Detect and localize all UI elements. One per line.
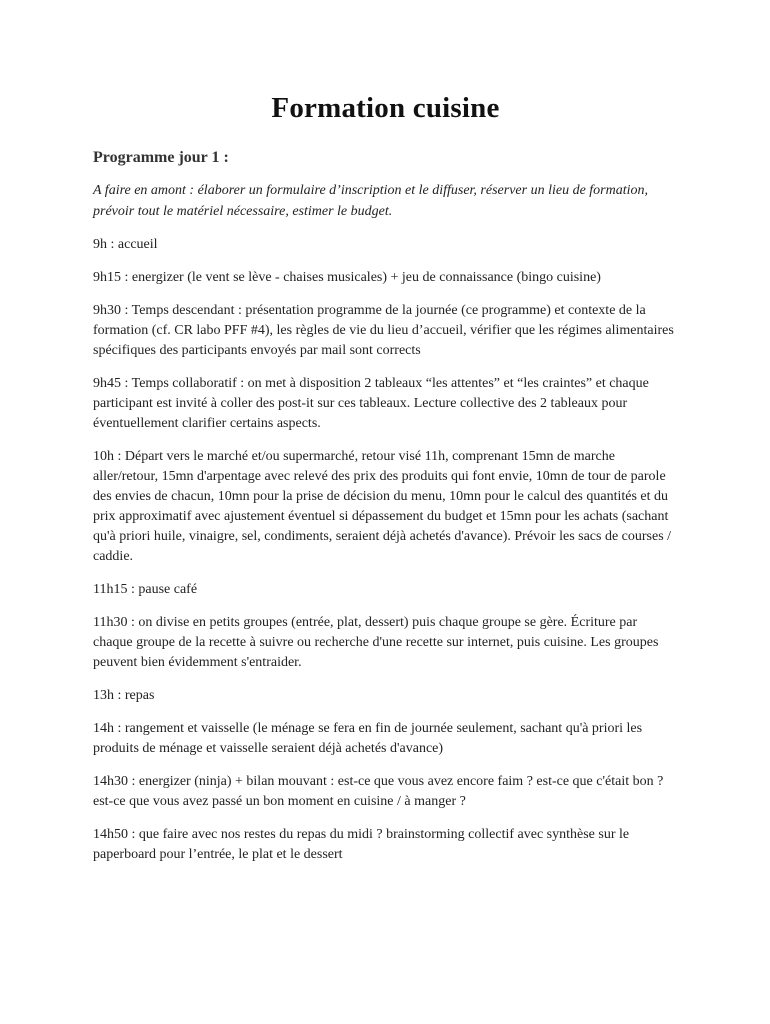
schedule-item-11h15: 11h15 : pause café [93,582,198,597]
schedule-item-14h30: 14h30 : energizer (ninja) + bilan mouvant : est-ce que vous avez encore faim ? est-ce que c'était bon ? est-ce que vous avez passé un bon moment en cuisine / à manger ? [93,774,664,809]
schedule-item-9h45: 9h45 : Temps collaboratif : on met à disposition 2 tableaux “les attentes” et “les craintes” et chaque participant est invité à coller des post-it sur ces tableaux. Lecture collective des 2 tableaux pour éventuellement clarifier certains aspects. [93,376,649,431]
schedule-item-9h30: 9h30 : Temps descendant : présentation programme de la journée (ce programme) et contexte de la formation (cf. CR labo PFF #4), les règles de vie du lieu d’accueil, vérifier que les régimes alimentaires spécifiques des participants envoyés par mail sont corrects [93,303,674,358]
page-title: Formation cuisine [271,92,500,124]
document-page [93,88,678,865]
schedule-item-14h50: 14h50 : que faire avec nos restes du repas du midi ? brainstorming collectif avec synthèse sur le paperboard pour l’entrée, le plat et le dessert [93,827,630,862]
section-heading: Programme jour 1 : [93,149,229,166]
schedule-item-11h30: 11h30 : on divise en petits groupes (entrée, plat, dessert) puis chaque groupe se gère. Écriture par chaque groupe de la recette à suivre ou recherche d'une recette sur internet, puis cuisine. Les groupes peuvent bien évidemment s'entraider. [93,615,659,670]
schedule-item-14h: 14h : rangement et vaisselle (le ménage se fera en fin de journée seulement, sachant qu'à priori les produits de ménage et vaisselle seraient déjà achetés d'avance) [93,721,643,756]
schedule-item-13h: 13h : repas [93,688,155,703]
schedule-item-9h15: 9h15 : energizer (le vent se lève - chaises musicales) + jeu de connaissance (bingo cuisine) [93,270,601,285]
schedule-item-10h: 10h : Départ vers le marché et/ou supermarché, retour visé 11h, comprenant 15mn de marche aller/retour, 15mn d'arpentage avec relevé des prix des produits qui font envie, 10mn de tour de parole des envies de chacun, 10mn pour la prise de décision du menu, 10mn pour le calcul des quantités et du prix approximatif avec ajustement éventuel si dépassement du budget et 15mn pour les achats (sachant qu'à priori huile, vinaigre, sel, condiments, seraient déjà achetés d'avance). Prévoir les sacs de courses / caddie. [93,449,672,564]
schedule-item-9h: 9h : accueil [93,237,158,252]
intro-paragraph: A faire en amont : élaborer un formulaire d’inscription et le diffuser, réserver un lieu de formation, prévoir tout le matériel nécessaire, estimer le budget. [93,183,649,219]
